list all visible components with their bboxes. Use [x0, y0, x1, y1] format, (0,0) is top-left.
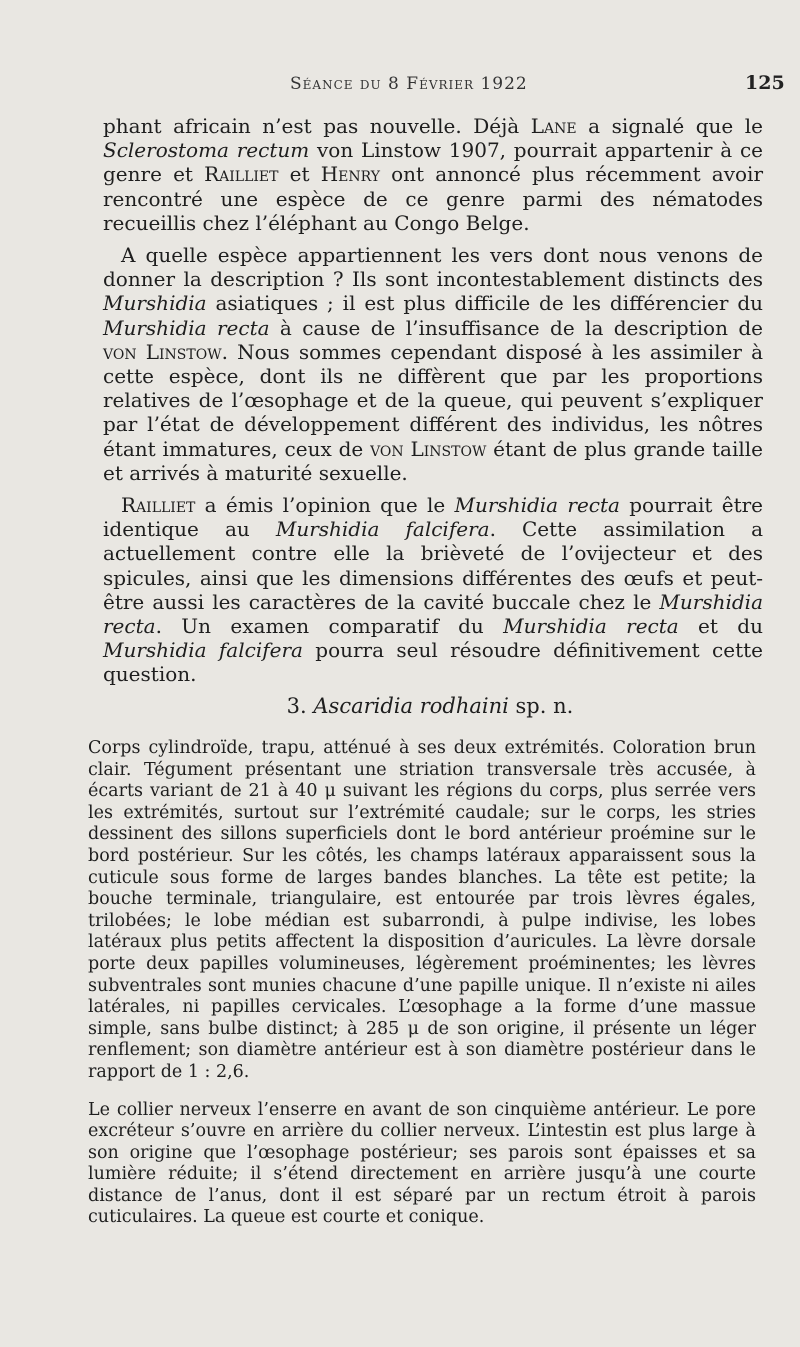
author-name: Lane [530, 114, 577, 138]
description-paragraph-1: Corps cylindroïde, trapu, atténué à ses deux extrémités. Coloration brun clair. Tégument présentant une striation transversale très accusée, à écarts variant de 21 à 40 μ suivant les régions du corps, plus serrée vers les extrémités, surtout sur l’extrémité caudale; sur le corps, les stries dessinent des sillons superficiels dont le bord antérieur proémine sur le bord postérieur. Sur les côtés, les champs latéraux apparaissent sous la cuticule sous forme de larges bandes blanches. La tête est petite; la bouche terminale, triangulaire, est entourée par trois lèvres égales, trilobées; le lobe médian est subarrondi, à pulpe indivise, les lobes latéraux plus petits affectent la disposition d’auricules. La lèvre dorsale porte deux papilles volumineuses, légèrement proéminentes; les lèvres subventrales sont munies chacune d’une papille unique. Il n’existe ni ailes latérales, ni papilles cervicales. L’œsophage a la forme d’une massue simple, sans bulbe distinct; à 285 μ de son origine, il présente un léger renflement; son diamètre antérieur est à son diamètre postérieur dans le rapport de 1 : 2,6. [88, 738, 756, 1082]
text-run: . Cette assimilation a actuellement contre elle la brièveté de l’ovijecteur et des spicules, ainsi que les dimensions différentes des œufs et peut-être aussi les caractères de la cavité buccale chez le [103, 517, 764, 614]
paragraph-3 [103, 493, 763, 687]
text-run: a émis l’opinion que le [195, 493, 455, 518]
text-run: pourra seul résoudre définitivement cette question. [103, 638, 763, 687]
text-run: a signalé que le [576, 114, 763, 138]
text-run: von Linstow 1907, pourrait appartenir à ce genre et [103, 138, 763, 187]
text-run: ont annoncé plus récemment avoir rencontré une espèce de ce genre parmi des nématodes recueillis chez l’éléphant au Congo Belge. [103, 162, 764, 235]
taxon-name: Murshidia falcifera [103, 638, 303, 663]
species-description [88, 738, 756, 1229]
main-text [103, 114, 763, 687]
taxon-name: Sclerostoma rectum [103, 138, 310, 163]
text-run: . Un examen comparatif du [155, 614, 504, 639]
taxon-name: Murshidia recta [103, 315, 270, 340]
section-suffix: sp. n. [508, 694, 574, 718]
paragraph-1 [103, 114, 763, 235]
description-paragraph-2: Le collier nerveux l’enserre en avant de son cinquième antérieur. Le pore excréteur s’ouvre en arrière du collier nerveux. L’intestin est plus large à son origine que l’œsophage postérieur; ses parois sont épaisses et sa lumière réduite; il s’étend directement en arrière jusqu’à une courte distance de l’anus, dont il est séparé par un rectum étroit à parois cuticulaires. La queue est courte et conique. [88, 1099, 756, 1228]
species-name: Ascaridia rodhaini [313, 694, 509, 718]
taxon-name: Murshidia recta [503, 614, 679, 639]
text-run: A quelle espèce appartiennent les vers dont nous venons de donner la description ? Ils sont incontestablement distincts des [103, 243, 763, 292]
paragraph-2 [103, 243, 763, 485]
text-run: phant africain n’est pas nouvelle. Déjà [103, 114, 531, 138]
author-name: Henry [320, 162, 380, 187]
author-name: von Linstow [370, 436, 487, 461]
taxon-name: Murshidia recta [103, 589, 763, 639]
page-number: 125 [745, 72, 785, 94]
section-number: 3. [286, 694, 314, 718]
running-title: Séance du 8 Février 1922 [290, 74, 528, 94]
text-run: et [278, 162, 321, 187]
text-run: asiatiques ; il est plus difficile de les différencier du [206, 291, 763, 316]
running-header [0, 68, 800, 98]
text-run: et du [678, 614, 763, 639]
author-name: Railliet [121, 493, 196, 518]
text-run: étant de plus grande taille et arrivés à maturité sexuelle. [103, 436, 763, 485]
text-run: . Nous sommes cependant disposé à les assimiler à cette espèce, dont ils ne diffèrent que par les proportions relatives de l’œsophage et de la queue, qui peuvent s’expliquer par l’état de développement différent des individus, les nôtres étant immatures, ceux de [103, 339, 763, 461]
section-heading [100, 694, 760, 718]
author-name: Railliet [204, 162, 279, 187]
text-run: pourrait être identique au [103, 493, 763, 542]
text-run: à cause de l’insuffisance de la description de [269, 315, 763, 340]
taxon-name: Murshidia [103, 291, 207, 316]
taxon-name: Murshidia recta [454, 493, 620, 518]
taxon-name: Murshidia falcifera [275, 517, 490, 542]
author-name: von Linstow [103, 339, 222, 364]
